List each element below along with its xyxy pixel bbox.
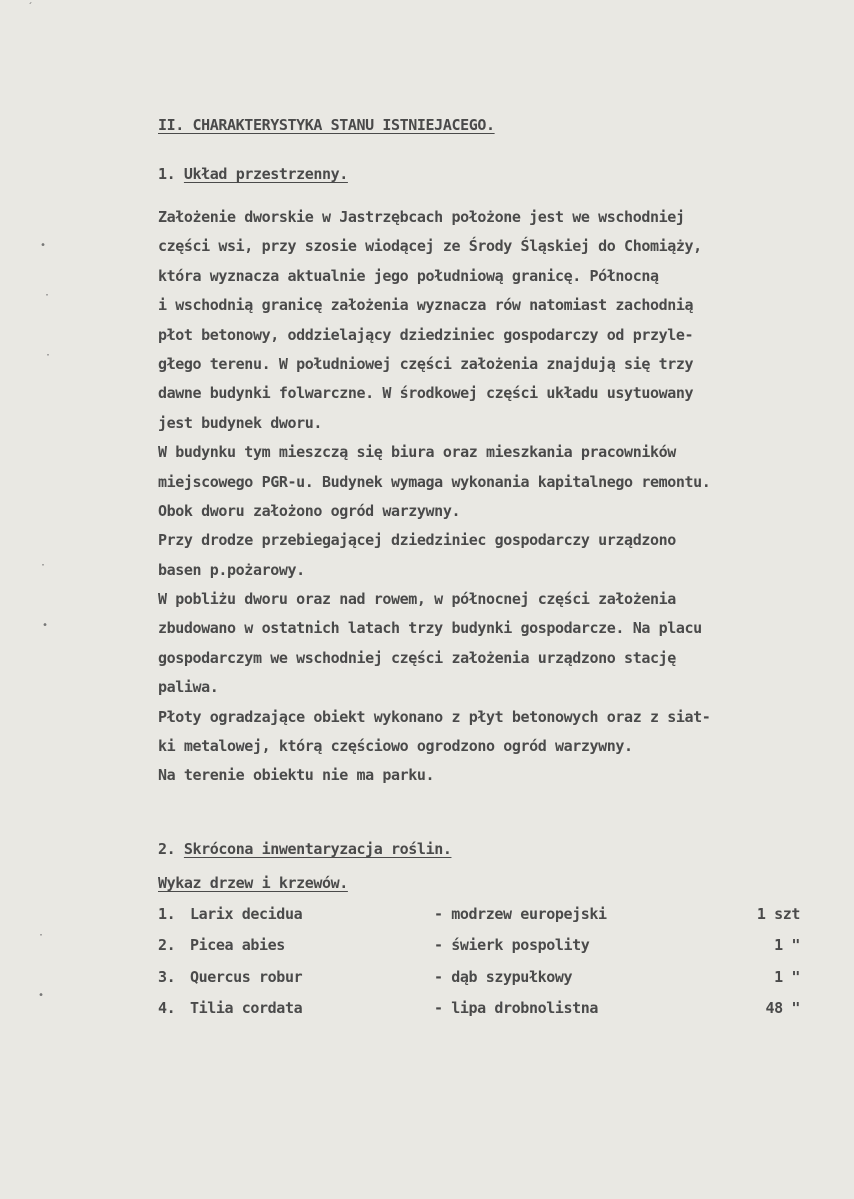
- tree-quantity: 1 ": [774, 936, 800, 955]
- subsection-2-title: Skrócona inwentaryzacja roślin.: [183, 839, 452, 858]
- tree-quantity: 1 szt: [756, 904, 800, 923]
- paragraph-line: która wyznacza aktualnie jego południową granicę. Północną: [158, 266, 659, 285]
- paragraph-line: głego terenu. W południowej części założenia znajdują się trzy: [158, 354, 694, 373]
- paragraph-line: płot betonowy, oddzielający dziedziniec gospodarczy od przyle-: [158, 325, 694, 344]
- paragraph-line: części wsi, przy szosie wiodącej ze Środy Śląskiej do Chomiąży,: [158, 237, 702, 256]
- margin-dot: •: [42, 620, 49, 631]
- paragraph-line: zbudowano w ostatnich latach trzy budynki gospodarcze. Na placu: [158, 619, 702, 638]
- paragraph-line: paliwa.: [158, 678, 219, 697]
- section-heading: II. CHARAKTERYSTYKA STANU ISTNIEJACEGO.: [158, 116, 495, 134]
- tree-number: 2.: [158, 936, 176, 955]
- tree-quantity: 1 ": [774, 967, 800, 986]
- paragraph-line: basen p.pożarowy.: [158, 560, 305, 579]
- paragraph-line: Przy drodze przebiegającej dziedziniec gospodarczy urządzono: [158, 531, 676, 550]
- paragraph-line: W budynku tym mieszczą się biura oraz mieszkania pracowników: [158, 443, 676, 462]
- subsection-2-heading: [158, 834, 838, 864]
- paragraph-line: W pobliżu dworu oraz nad rowem, w północnej części założenia: [158, 590, 676, 609]
- tree-polish-name: - modrzew europejski: [434, 904, 607, 923]
- document-body: [158, 112, 838, 1025]
- tree-row: [158, 962, 838, 994]
- tree-number: 4.: [158, 999, 176, 1018]
- tree-polish-name: - świerk pospolity: [434, 936, 590, 955]
- paragraph-line: dawne budynki folwarczne. W środkowej części układu usytuowany: [158, 384, 694, 403]
- list-title: Wykaz drzew i krzewów.: [158, 873, 348, 892]
- tree-polish-name: - dąb szypułkowy: [434, 967, 573, 986]
- paragraph-line: i wschodnią granicę założenia wyznacza rów natomiast zachodnią: [158, 296, 694, 315]
- tree-latin-name: Tilia cordata: [190, 999, 303, 1018]
- margin-dot: ·: [45, 350, 52, 361]
- margin-dot: ·: [44, 290, 51, 301]
- tree-row: [158, 930, 838, 962]
- margin-dot: ·: [40, 560, 47, 571]
- margin-dot: •: [38, 990, 45, 1001]
- tree-row: [158, 899, 838, 931]
- paragraph-line: miejscowego PGR-u. Budynek wymaga wykonania kapitalnego remontu.: [158, 472, 711, 491]
- tree-polish-name: - lipa drobnolistna: [434, 999, 598, 1018]
- subsection-1-title: Układ przestrzenny.: [183, 165, 348, 183]
- subsection-1-number: 1.: [158, 165, 176, 183]
- tree-quantity: 48 ": [765, 999, 800, 1018]
- subsection-2-number: 2.: [158, 839, 176, 858]
- paragraph-line: Płoty ogradzające obiekt wykonano z płyt betonowych oraz z siat-: [158, 707, 711, 726]
- paragraph-line: Obok dworu założono ogród warzywny.: [158, 501, 461, 520]
- description-paragraph: [158, 203, 838, 791]
- paragraph-line: jest budynek dworu.: [158, 413, 322, 432]
- tree-number: 3.: [158, 967, 176, 986]
- margin-dot: ·: [38, 930, 45, 941]
- paragraph-line: Założenie dworskie w Jastrzębcach położone jest we wschodniej: [158, 208, 685, 226]
- margin-dot: •: [40, 240, 47, 251]
- tree-latin-name: Picea abies: [190, 936, 285, 955]
- paragraph-line: ki metalowej, którą częściowo ogrodzono ogród warzywny.: [158, 737, 633, 756]
- paragraph-line: gospodarczym we wschodniej części założenia urządzono stację: [158, 648, 676, 667]
- tree-latin-name: Larix decidua: [190, 904, 303, 923]
- tree-number: 1.: [158, 904, 176, 923]
- paragraph-line: Na terenie obiektu nie ma parku.: [158, 766, 435, 785]
- tree-list: [158, 899, 838, 1025]
- corner-mark: ´: [27, 2, 34, 13]
- subsection-1-heading: [158, 159, 838, 189]
- tree-latin-name: Quercus robur: [190, 967, 303, 986]
- tree-row: [158, 993, 838, 1025]
